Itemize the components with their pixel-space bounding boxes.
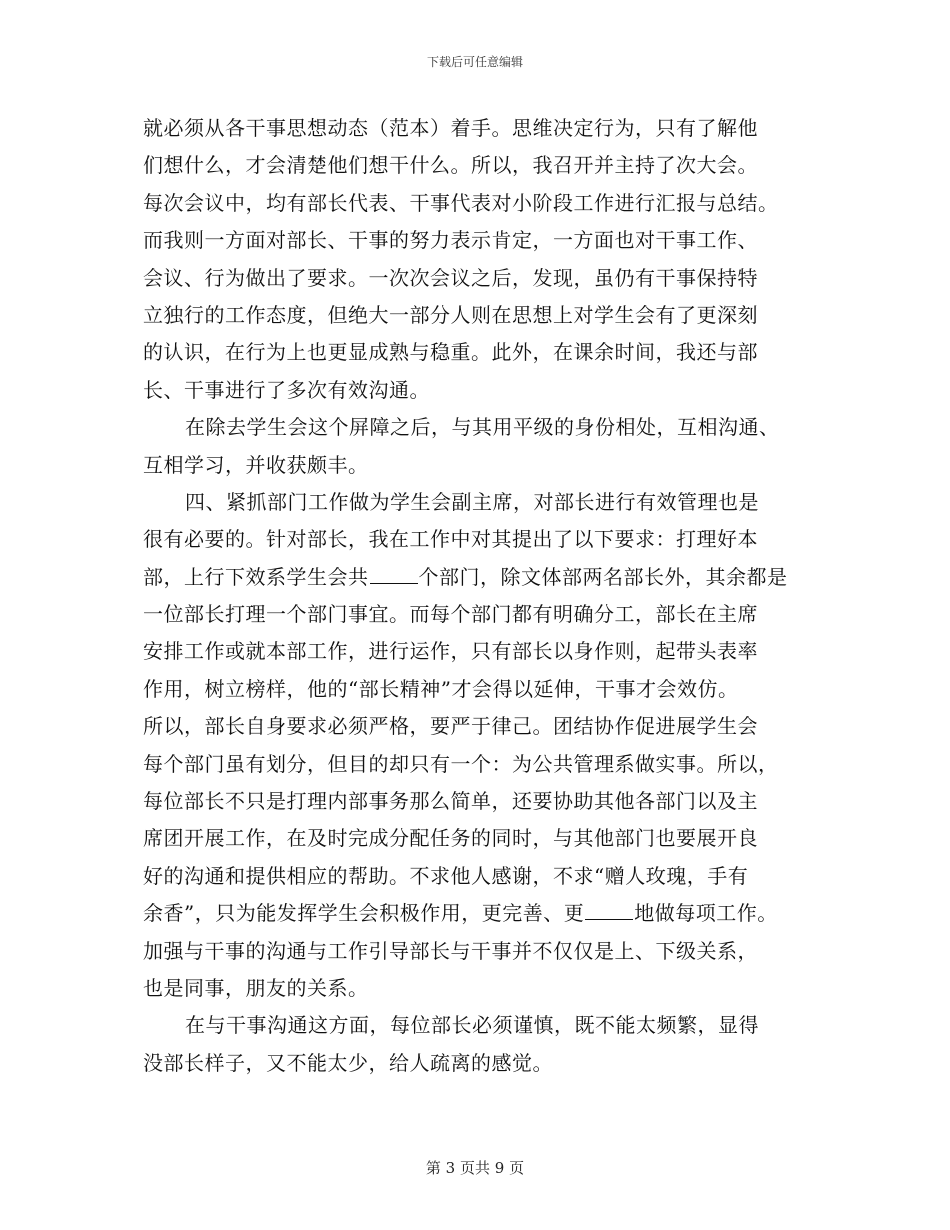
text-line: 的认识，在行为上也更显成熟与稳重。此外，在课余时间，我还与部 (143, 340, 758, 365)
text-line: 很有必要的。针对部长，我在工作中对其提出了以下要求：打理好本 (143, 527, 758, 552)
header-note: 下载后可任意编辑 (426, 55, 523, 69)
text-line: 立独行的工作态度，但绝大一部分人则在思想上对学生会有了更深刻 (143, 302, 758, 327)
text-line: 加强与干事的沟通与工作引导部长与干事并不仅仅是上、下级关系， (143, 938, 758, 963)
text-line-with-blank (143, 895, 823, 932)
text-line: 安排工作或就本部工作，进行运作，只有部长以身作则，起带头表率 (143, 639, 758, 664)
text-line: 也是同事，朋友的关系。 (143, 975, 369, 1000)
text-line: 每次会议中，均有部长代表、干事代表对小阶段工作进行汇报与总结。 (143, 190, 779, 215)
fill-in-blank (370, 565, 418, 584)
text-line: 长、干事进行了多次有效沟通。 (143, 377, 430, 402)
text-segment: 部，上行下效系学生会共 (143, 564, 369, 589)
text-segment: 余香”，只为能发挥学生会积极作用，更完善、更 (143, 901, 585, 926)
text-line: 而我则一方面对部长、干事的努力表示肯定，一方面也对干事工作、 (143, 228, 758, 253)
paragraph-start: 在除去学生会这个屏障之后，与其用平级的身份相处，互相沟通、 (185, 415, 780, 440)
text-line: 每个部门虽有划分，但目的却只有一个：为公共管理系做实事。所以， (143, 751, 779, 776)
text-line: 作用，树立榜样，他的“部长精神”才会得以延伸，干事才会效仿。 (143, 676, 739, 701)
page-number: 第 3 页共 9 页 (425, 1159, 525, 1177)
text-line: 每位部长不只是打理内部事务那么简单，还要协助其他各部门以及主 (143, 789, 758, 814)
text-line: 没部长样子，又不能太少，给人疏离的感觉。 (143, 1050, 553, 1075)
text-line: 会议、行为做出了要求。一次次会议之后，发现，虽仍有干事保持特 (143, 265, 758, 290)
paragraph-start: 四、紧抓部门工作做为学生会副主席，对部长进行有效管理也是 (185, 489, 759, 514)
document-body (143, 110, 823, 1082)
text-line-with-blank (143, 559, 823, 596)
text-segment: 个部门，除文体部两名部长外，其余都是 (418, 564, 788, 589)
fill-in-blank (585, 901, 633, 920)
text-line: 互相学习，并收获颇丰。 (143, 452, 369, 477)
text-line: 们想什么，才会清楚他们想干什么。所以，我召开并主持了次大会。 (143, 153, 758, 178)
text-line: 席团开展工作，在及时完成分配任务的同时，与其他部门也要展开良 (143, 826, 758, 851)
text-segment: 地做每项工作。 (634, 901, 778, 926)
text-line: 好的沟通和提供相应的帮助。不求他人感谢，不求“赠人玫瑰，手有 (143, 863, 749, 888)
text-line: 一位部长打理一个部门事宜。而每个部门都有明确分工，部长在主席 (143, 602, 758, 627)
text-line: 所以，部长自身要求必须严格，要严于律己。团结协作促进展学生会 (143, 714, 758, 739)
paragraph-start: 在与干事沟通这方面，每位部长必须谨慎，既不能太频繁，显得 (185, 1013, 759, 1038)
text-line: 就必须从各干事思想动态（范本）着手。思维决定行为，只有了解他 (143, 116, 758, 140)
